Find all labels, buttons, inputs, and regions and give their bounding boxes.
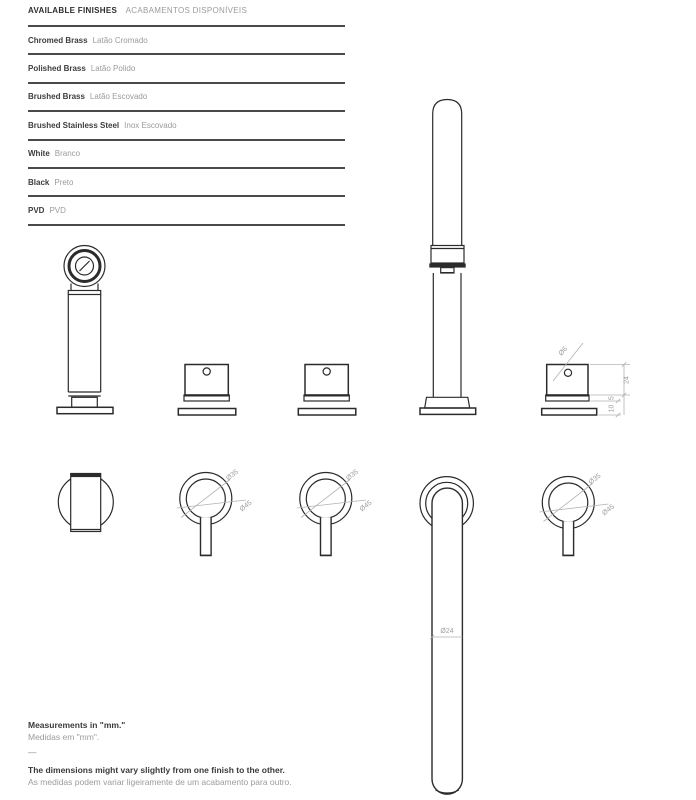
set-screw-hole [203, 368, 210, 375]
finish-name-en: Black [28, 177, 50, 187]
dimensions-note-pt: As medidas podem variar ligeiramente de um acabamento para outro. [28, 777, 292, 787]
base-flange [298, 409, 356, 416]
handspray-top-view [58, 474, 113, 532]
dim-spout-diameter: Ø24 [440, 628, 454, 635]
base-flange [542, 409, 597, 416]
measurements-note-pt: Medidas em "mm". [28, 732, 100, 742]
finishes-title-en: AVAILABLE FINISHES [28, 6, 118, 15]
finish-name-pt: PVD [49, 206, 66, 216]
finish-name-pt: Branco [54, 149, 81, 159]
finish-name-en: Brushed Stainless Steel [28, 120, 120, 130]
spout-top-view [420, 477, 473, 795]
measurements-note-en: Measurements in "mm." [28, 720, 126, 730]
finish-name-pt: Preto [54, 177, 74, 187]
dim-handle-outer-diameter: Ø45 [238, 499, 254, 514]
finish-name-pt: Inox Escovado [124, 120, 177, 130]
measurements-note [28, 719, 125, 743]
leader-line [553, 343, 583, 381]
finish-name-pt: Latão Polido [90, 64, 136, 74]
finish-name-en: PVD [28, 206, 45, 216]
finish-name-pt: Latão Escovado [89, 92, 148, 102]
handle-stem [321, 517, 332, 555]
finishes-title-pt: ACABAMENTOS DISPONÍVEIS [125, 6, 248, 15]
handle-top-view-right [540, 472, 617, 555]
dim-handle-base-height: 10 [608, 404, 616, 413]
base-flange [178, 409, 236, 416]
dimensions-note [28, 764, 292, 788]
handle-side-view-dimensioned [542, 343, 631, 417]
handle-stem [201, 517, 212, 555]
handle-side-view-left [178, 365, 236, 416]
handle-stem [563, 521, 574, 555]
handle-top-view-center [297, 468, 374, 555]
finish-name-pt: Latão Cromado [92, 35, 148, 45]
finish-name-en: Chromed Brass [28, 35, 88, 45]
dim-handle-outer-diameter: Ø45 [358, 499, 374, 514]
dim-handle-inner-diameter: Ø35 [345, 468, 360, 483]
set-screw-hole [564, 369, 571, 376]
spout-tube [432, 488, 462, 794]
dim-handle-inner-diameter: Ø35 [587, 472, 603, 487]
handle-side-view-center [298, 365, 356, 416]
screw-slot [80, 261, 90, 271]
footer-divider: — [28, 747, 37, 757]
finish-name-en: White [28, 149, 50, 159]
handspray-side-view [57, 246, 113, 414]
dimensions-note-en: The dimensions might vary slightly from one finish to the other. [28, 765, 285, 775]
base-flange [57, 407, 113, 413]
dim-screw-diameter: Ø6 [557, 345, 570, 358]
base-flange [420, 408, 476, 414]
set-screw-hole [323, 368, 330, 375]
finish-name-en: Polished Brass [28, 64, 86, 74]
spout-side-view [420, 100, 476, 415]
finish-name-en: Brushed Brass [28, 92, 85, 102]
spout-outlet [429, 263, 465, 267]
dim-handle-inner-diameter: Ø35 [225, 468, 240, 483]
dim-handle-band-height: 5 [608, 396, 616, 401]
dim-handle-body-height: 24 [623, 376, 631, 384]
handle-top-view-left [177, 468, 254, 555]
dim-handle-outer-diameter: Ø45 [601, 503, 616, 518]
